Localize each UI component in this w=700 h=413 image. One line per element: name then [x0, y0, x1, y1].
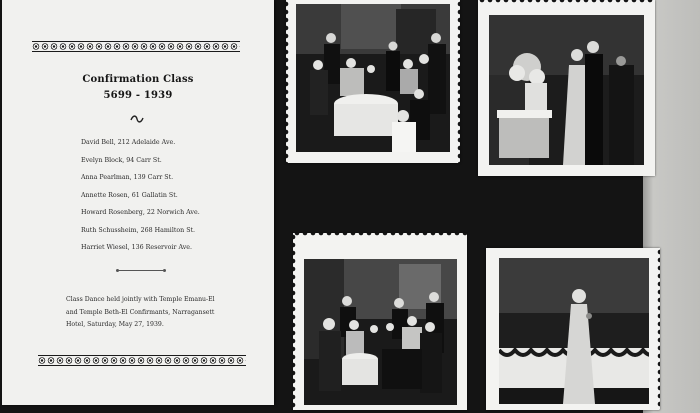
- photo-couple-dancing: [478, 0, 655, 176]
- photo-group-table: [286, 0, 460, 163]
- photo-woman-gown: [486, 248, 660, 410]
- member-list: [81, 139, 200, 262]
- bottom-ornamental-border: [38, 355, 246, 366]
- member-entry: Howard Rosenberg, 22 Norwich Ave.: [81, 209, 200, 216]
- dance-note: [66, 294, 236, 332]
- top-ornamental-border: [32, 41, 240, 52]
- photo-group-gathering: [293, 233, 467, 410]
- dance-note-line: and Temple Beth-El Confirmants, Narragansett: [66, 308, 215, 316]
- photo-image: [489, 15, 644, 165]
- member-entry: Annette Rosen, 61 Gallatin St.: [81, 191, 178, 199]
- program-year: 5699 - 1939: [103, 90, 173, 101]
- section-divider: [119, 270, 163, 271]
- program-title: Confirmation Class: [82, 74, 194, 85]
- photo-image: [304, 259, 457, 405]
- member-entry: Harriet Wiesel, 136 Reservoir Ave.: [81, 244, 193, 251]
- photo-image: [499, 258, 649, 404]
- photo-image: [296, 4, 450, 152]
- member-entry: David Bell, 212 Adelaide Ave.: [81, 139, 176, 146]
- member-entry: Anna Pearlman, 139 Carr St.: [81, 174, 174, 181]
- member-entry: Ruth Schussheim, 268 Hamilton St.: [81, 226, 196, 234]
- dance-note-line: Hotel, Saturday, May 27, 1939.: [66, 321, 164, 329]
- swirl-ornament: [130, 115, 144, 123]
- member-entry: Evelyn Block, 94 Carr St.: [81, 156, 162, 164]
- program-page: [2, 0, 274, 405]
- dance-note-line: Class Dance held jointly with Temple Emanu-El: [66, 296, 215, 303]
